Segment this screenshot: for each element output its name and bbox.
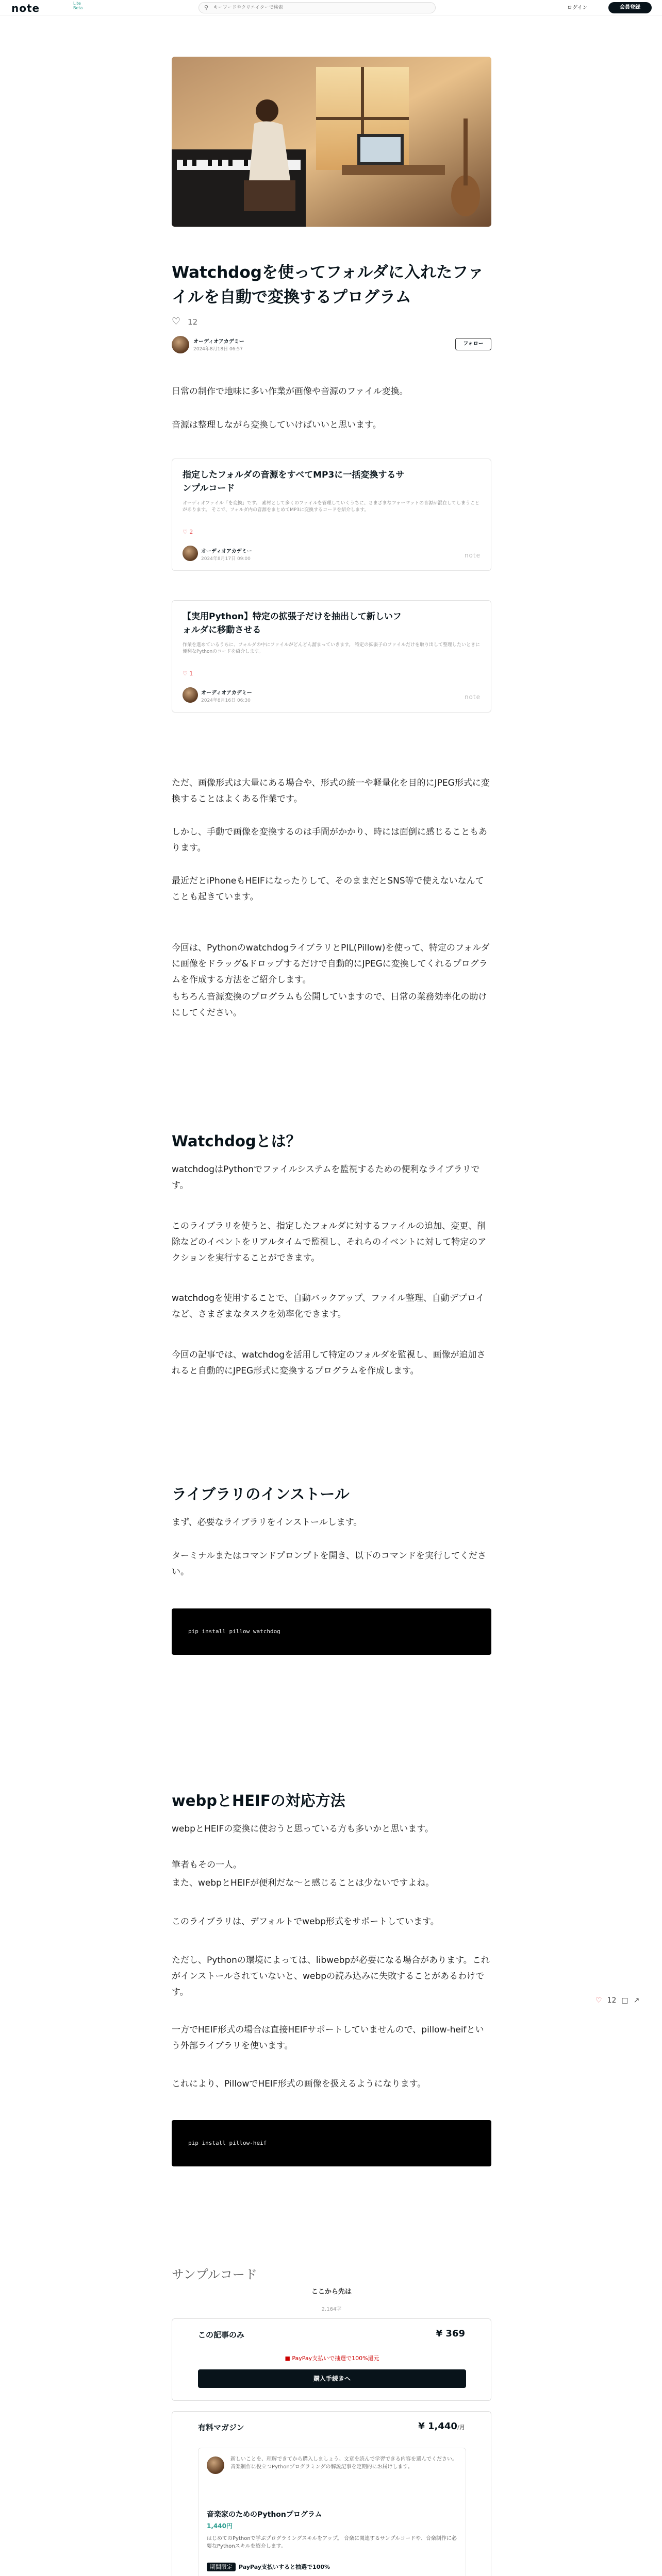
card-note-logo: note bbox=[464, 693, 481, 701]
paypay-note: ■ PayPay支払いで抽選で100%還元 bbox=[285, 2355, 379, 2362]
search-input[interactable] bbox=[213, 4, 430, 11]
card-author-avatar bbox=[183, 546, 198, 561]
site-header bbox=[0, 0, 662, 15]
card-date: 2024年8月16日 06:30 bbox=[201, 698, 251, 703]
article-title: Watchdogを使ってフォルダに入れたファイルを自動で変換するプログラム bbox=[172, 263, 484, 307]
body-paragraph: まず、必要なライブラリをインストールします。 bbox=[172, 1517, 362, 1528]
body-paragraph: 今回の記事では、watchdogを活用して特定のフォルダを監視し、画像が追加されると自動的にJPEG形式に変換するプログラムを作成します。 bbox=[172, 1350, 486, 1376]
intro-paragraph: 音源は整理しながら変換していけばいいと思います。 bbox=[172, 420, 382, 430]
body-paragraph: ただし、Pythonの環境によっては、libwebpが必要になる場合があります。これがインストールされていないと、webpの読み込みに失敗することがあるわけです。 bbox=[172, 1955, 490, 1997]
author-block bbox=[172, 335, 491, 355]
card-author-avatar bbox=[183, 687, 198, 703]
intro-paragraph: 日常の制作で地味に多い作業が画像や音源のファイル変換。 bbox=[172, 386, 408, 397]
heart-icon[interactable]: ♡ bbox=[595, 1996, 602, 2005]
code-block[interactable]: pip install pillow watchdog bbox=[172, 1608, 491, 1655]
follow-button[interactable]: フォロー bbox=[455, 338, 491, 350]
related-article-card[interactable] bbox=[172, 600, 491, 713]
code-block[interactable]: pip install pillow-heif bbox=[172, 2120, 491, 2166]
card-title: 指定したフォルダの音源をすべてMP3に一括変換するサンプルコード bbox=[183, 470, 405, 494]
paywall-coat-text: ここから先は bbox=[311, 2288, 352, 2296]
magazine-desc: 新しいことを、理解できてから購入しましょう。文章を読んで学習できる内容を選んでください。音楽制作に役立つPythonプログラミングの解説記事を定期的にお届けします。 bbox=[230, 2456, 457, 2470]
paypay-note: 期間限定 PayPay支払いすると抽選で100% bbox=[207, 2563, 330, 2571]
body-paragraph: もちろん音源変換のプログラムも公開していますので、日常の業務効率化の助けにしてください。 bbox=[172, 992, 487, 1018]
magazine-purchase-box bbox=[172, 2411, 491, 2576]
share-icon[interactable]: ↗ bbox=[633, 1996, 640, 2005]
card-author: オーディオアカデミー bbox=[201, 690, 252, 696]
floating-actions bbox=[595, 1996, 644, 2005]
product-desc: はじめてのPythonで学ぶプログラミングスキルをアップ。 音楽に関連するサンプルコードや、音楽制作に必要なPythonスキルを紹介します。 bbox=[207, 2536, 457, 2549]
paywall-section-title: サンプルコード bbox=[172, 2267, 257, 2282]
side-like-count: 12 bbox=[607, 1996, 617, 2005]
body-paragraph: ただ、画像形式は大量にある場合や、形式の統一や軽量化を目的にJPEG形式に変換することはよくある作業です。 bbox=[172, 778, 490, 804]
magazine-card[interactable] bbox=[198, 2448, 466, 2576]
buy-single-button[interactable]: 購入手続きへ bbox=[198, 2369, 466, 2388]
author-name[interactable]: オーディオアカデミー bbox=[193, 339, 244, 345]
logo-sub: Lite Beta bbox=[73, 1, 83, 10]
search-box[interactable] bbox=[198, 2, 436, 13]
body-paragraph: 今回は、PythonのwatchdogライブラリとPIL(Pillow)を使って、特定のフォルダに画像をドラッグ&ドロップするだけで自動的にJPEGに変換してくれるプログラムを作成する方法をご紹介します。 bbox=[172, 943, 490, 985]
body-paragraph: 一方でHEIF形式の場合は直接HEIFサポートしていませんので、pillow-heifという外部ライブラリを使います。 bbox=[172, 2025, 484, 2051]
card-title: 【実用Python】特定の拡張子だけを抽出して新しいフォルダに移動させる bbox=[183, 612, 402, 635]
author-avatar[interactable] bbox=[172, 336, 189, 353]
body-paragraph: webpとHEIFの変換に使おうと思っている方も多いかと思います。 bbox=[172, 1824, 434, 1834]
card-excerpt: 作業を進めているうちに、フォルダの中にファイルがどんどん溜まっていきます。 特定の拡張子のファイルだけを取り出して整理したいときに便利なPythonのコードを紹介します。 bbox=[183, 642, 480, 654]
hero-image bbox=[172, 57, 491, 227]
search-icon: ⚲ bbox=[204, 4, 209, 11]
section-heading: ライブラリのインストール bbox=[172, 1485, 350, 1503]
note-logo[interactable]: note bbox=[11, 2, 40, 14]
body-paragraph: また、webpとHEIFが便利だな〜と感じることは少ないですよね。 bbox=[172, 1878, 435, 1888]
body-paragraph: このライブラリは、デフォルトでwebp形式をサポートしています。 bbox=[172, 1917, 439, 1927]
single-price: ¥ 369 bbox=[436, 2328, 465, 2339]
like-count: 12 bbox=[188, 317, 198, 327]
body-paragraph: 筆者もその一人。 bbox=[172, 1860, 242, 1870]
article-date: 2024年8月18日 06:57 bbox=[193, 347, 243, 352]
paywall-char-count: 2,164字 bbox=[321, 2307, 342, 2312]
single-label: この記事のみ bbox=[198, 2330, 245, 2340]
product-price: 1,440円 bbox=[207, 2522, 233, 2530]
related-article-card[interactable] bbox=[172, 459, 491, 571]
section-heading: Watchdogとは？ bbox=[172, 1132, 301, 1150]
card-note-logo: note bbox=[464, 552, 481, 559]
card-excerpt: オーディオファイル「を変換」です。 素材として多くのファイルを管理していくうちに、さまざまなフォーマットの音源が混在してしまうことがあります。 そこで、フォルダ内の音源をまとめてMP3に変換するコードを紹介します。 bbox=[183, 501, 479, 513]
article-like-count bbox=[172, 316, 197, 327]
body-paragraph: watchdogを使用することで、自動バックアップ、ファイル整理、自動デプロイなど、さまざまなタスクを効率化できます。 bbox=[172, 1293, 485, 1319]
section-heading: webpとHEIFの対応方法 bbox=[172, 1792, 345, 1809]
magazine-avatar bbox=[207, 2456, 224, 2474]
product-title: 音楽家のためのPythonプログラム bbox=[207, 2511, 322, 2519]
heart-icon[interactable]: ♡ bbox=[172, 316, 181, 327]
card-likes: ♡ 1 bbox=[183, 670, 193, 677]
body-paragraph: しかし、手動で画像を変換するのは手間がかかり、時には面倒に感じることもあります。 bbox=[172, 827, 487, 853]
body-paragraph: これにより、PillowでHEIF形式の画像を扱えるようになります。 bbox=[172, 2079, 426, 2089]
comment-icon[interactable]: □ bbox=[621, 1996, 628, 2005]
login-link[interactable]: ログイン bbox=[567, 5, 588, 11]
magazine-price: ¥ 1,440/月 bbox=[418, 2421, 465, 2432]
body-paragraph: 最近だとiPhoneもHEIFになったりして、そのままだとSNS等で使えないなんてことも起きています。 bbox=[172, 876, 484, 902]
card-author: オーディオアカデミー bbox=[201, 549, 252, 554]
single-purchase-box bbox=[172, 2318, 491, 2401]
signup-button[interactable]: 会員登録 bbox=[608, 2, 652, 13]
body-paragraph: ターミナルまたはコマンドプロンプトを開き、以下のコマンドを実行してください。 bbox=[172, 1551, 486, 1577]
body-paragraph: このライブラリを使うと、指定したフォルダに対するファイルの追加、変更、削除などのイベントをリアルタイムで監視し、それらのイベントに対して特定のアクションを実行することができます。 bbox=[172, 1221, 487, 1263]
body-paragraph: watchdogはPythonでファイルシステムを監視するための便利なライブラリです。 bbox=[172, 1164, 480, 1191]
card-date: 2024年8月17日 09:00 bbox=[201, 556, 251, 562]
card-likes: ♡ 2 bbox=[183, 529, 193, 535]
magazine-label: 有料マガジン bbox=[198, 2423, 244, 2432]
